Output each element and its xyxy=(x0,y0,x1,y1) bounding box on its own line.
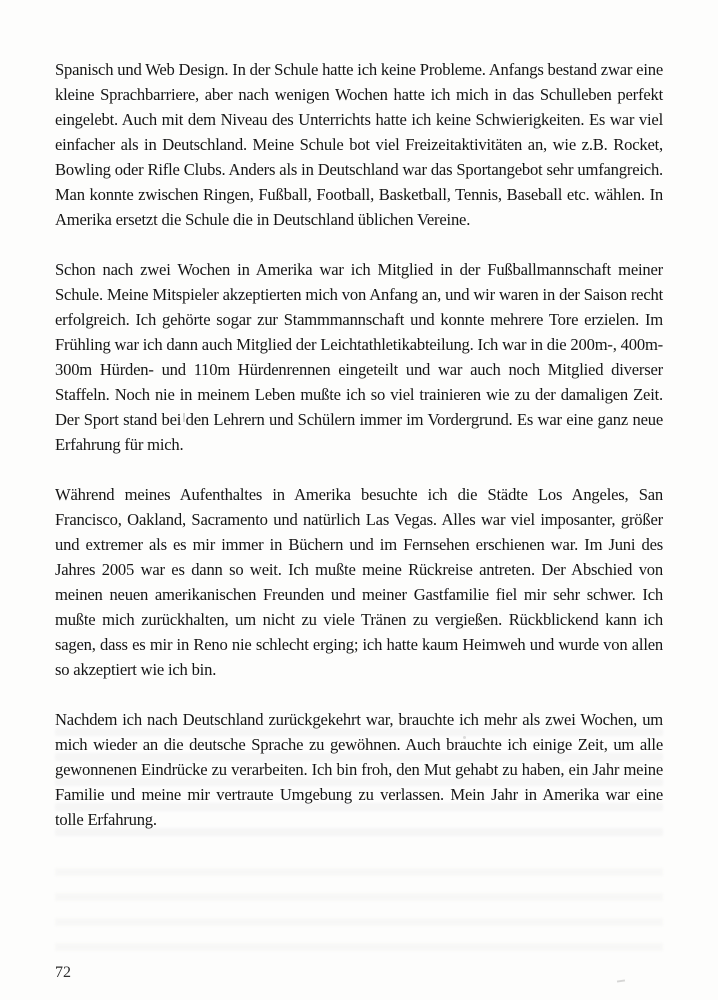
scan-bleed-through xyxy=(55,862,663,957)
scan-artifact xyxy=(617,979,625,982)
page-number: 72 xyxy=(55,964,71,981)
paragraph-return-home: Nachdem ich nach Deutschland zurückgekehrt war, brauchte ich mehr als zwei Wochen, um mich wieder an die deutsche Sprache zu gewöhnen. Auch brauchte ich einige Zeit, um alle gewonnenen Eindrücke zu verarbeiten. Ich bin froh, den Mut gehabt zu haben, ein Jahr meine Familie und meine mir vertraute Umgebung zu verlassen. Mein Jahr in Amerika war eine tolle Erfahrung. xyxy=(55,710,663,829)
paragraph-sports: Schon nach zwei Wochen in Amerika war ich Mitglied in der Fußballmannschaft meiner Schule. Meine Mitspieler akzeptierten mich von Anfang an, und wir waren in der Saison recht erfolgreich. Ich gehörte sogar zur Stammmannschaft und konnte mehrere Tore erzielen. Im Frühling war ich dann auch Mitglied der Leichtathletikabteilung. Ich war in die 200m-, 400m- 300m Hürden- und 110m Hürdenrennen eingeteilt und war auch noch Mitglied diverser Staffeln. Noch nie in meinem Leben mußte ich so viel trainieren wie zu der damaligen Zeit. Der Sport stand bei den Lehrern und Schülern immer im Vordergrund. Es war eine ganz neue Erfahrung für mich. xyxy=(55,260,663,454)
body-text xyxy=(55,57,663,857)
paragraph-travel-farewell: Während meines Aufenthaltes in Amerika besuchte ich die Städte Los Angeles, San Francisco, Oakland, Sacramento und natürlich Las Vegas. Alles war viel imposanter, größer und extremer als es mir immer in Büchern und im Fernsehen erschienen war. Im Juni des Jahres 2005 war es dann so weit. Ich mußte meine Rückreise antreten. Der Abschied von meinen neuen amerikanischen Freunden und meiner Gastfamilie fiel mir sehr schwer. Ich mußte mich zurückhalten, um nicht zu viele Tränen zu vergießen. Rückblickend kann ich sagen, dass es mir in Reno nie schlecht erging; ich hatte kaum Heimweh und wurde von allen so akzeptiert wie ich bin. xyxy=(55,485,663,679)
paragraph-school-life: Spanisch und Web Design. In der Schule hatte ich keine Probleme. Anfangs bestand zwar eine kleine Sprachbarriere, aber nach wenigen Wochen hatte ich mich in das Schulleben perfekt eingelebt. Auch mit dem Niveau des Unterrichts hatte ich keine Schwierigkeiten. Es war viel einfacher als in Deutschland. Meine Schule bot viel Freizeitaktivitäten an, wie z.B. Rocket, Bowling oder Rifle Clubs. Anders als in Deutschland war das Sportangebot sehr umfangreich. Man konnte zwischen Ringen, Fußball, Football, Basketball, Tennis, Baseball etc. wählen. In Amerika ersetzt die Schule die in Deutschland üblichen Vereine. xyxy=(55,60,663,229)
